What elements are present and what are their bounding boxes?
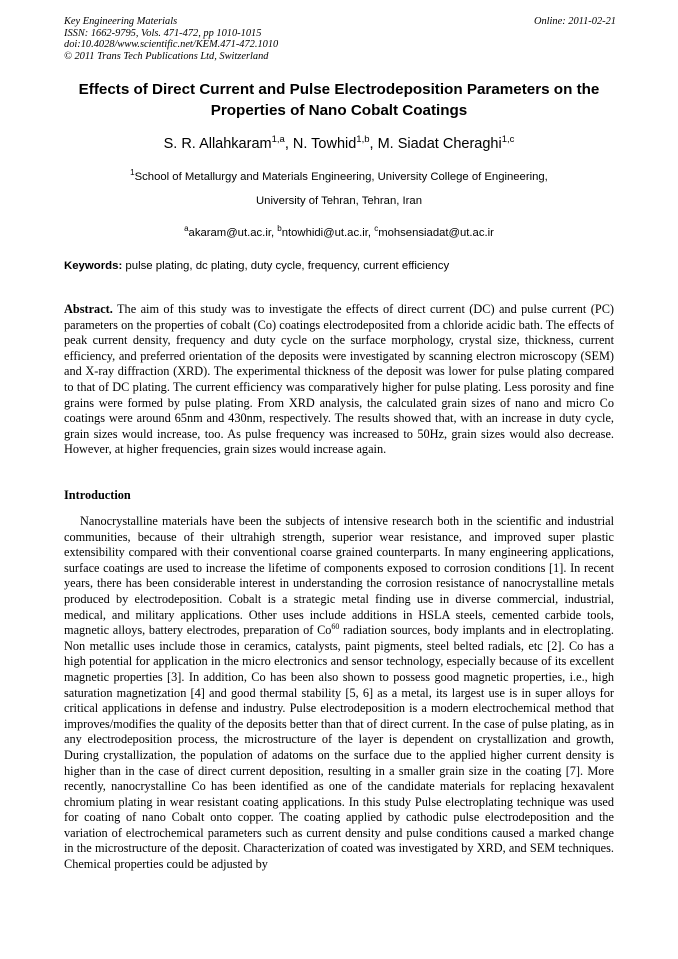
author-affil-mark: 1,a — [271, 134, 285, 145]
journal-name: Key Engineering Materials — [64, 16, 178, 27]
author-separator: , — [369, 135, 378, 152]
keywords — [64, 259, 624, 273]
isotope-superscript: 60 — [331, 622, 340, 632]
online-date: Online: 2011-02-21 — [533, 16, 616, 27]
abstract-label: Abstract. — [64, 302, 113, 316]
email-address: ntowhidi@ut.ac.ir, — [281, 226, 375, 239]
author-name: N. Towhid — [292, 135, 357, 152]
doi-line: doi:10.4028/www.scientific.net/KEM.471-472.1010 — [64, 39, 279, 50]
author-list — [40, 131, 638, 153]
affiliation-line-1 — [40, 166, 638, 184]
email-mark: c — [374, 224, 379, 233]
abstract-text: The aim of this study was to investigate the effects of direct current (DC) and pulse current (PC) parameters on the properties of cobalt (Co) coatings electrodeposited from a chloride acidic bath. The effects of peak current density, frequency and duty cycle on the surface morphology, crystal size, thickness, current efficiency, and preferred orientation of the deposits were investigated by scanning electron microscopy (SEM) and X-ray diffraction (XRD). The experimental thickness of the deposit was lower for pulse plating compared to that of DC plating. The current efficiency was comparatively higher for pulse plating. Less porosity and fine grains were formed by pulse plating. From XRD analysis, the calculated grain sizes of nano and micro Co coatings were around 65nm and 430nm, respectively. The results showed that, with an increase in duty cycle, grain sizes would increase, too. As pulse frequency was increased to 50Hz, grain sizes would also decrease. However, at higher frequencies, grain sizes would increase again. — [64, 302, 614, 457]
paper-title: Effects of Direct Current and Pulse Electrodeposition Parameters on the Properties of Nano Cobalt Coatings — [78, 81, 600, 119]
affiliation-text: School of Metallurgy and Materials Engineering, University College of Engineering, — [134, 170, 548, 183]
author-affil-mark: 1,b — [356, 134, 370, 145]
intro-text: radiation sources, body implants and in electroplating. Non metallic uses include those in ceramics, catalysts, paint pigments, steel belted radials, etc [2]. Co has a high potential for application in the micro electronics and sensor technology, especially because of its excellent magnetic properties [3]. In addition, Co has been also shown to possess good magnetic properties, i.e., high saturation magnetization [4] and good thermal stability [5, 6] as a metal, its largest use is in super alloys for critical applications in defense and industry. Pulse electrodeposition is a modern electrochemical method that improves/modifies the quality of the deposits better than that of direct current. In the case of pulse plating, as in any electrodeposition process, the microstructure of the layer is dependent on crystallization and growth, During crystallization, the population of adatoms on the surface due to the applied higher current density is higher than in the case of direct current deposition, resulting in a smaller grain size in the coating [7]. More recently, nanocrystalline Co has been identified as one of the candidate materials for replacing hexavalent chromium plating in wear resistant coating applications. In this study Pulse electroplating technique was used for coating of nano Cobalt onto copper. The coating applied by cathodic pulse electrodeposition and the variation of electrochemical parameters such as current density and pulse conditions caused a marked change in the microstructure of the deposit. Characterization of coated was investigated by XRD, and SEM techniques. Chemical properties could be adjusted by — [64, 623, 614, 872]
author-name: M. Siadat Cheraghi — [377, 135, 502, 152]
journal-header — [64, 16, 616, 62]
issn-line: ISSN: 1662-9795, Vols. 471-472, pp 1010-1015 — [64, 27, 262, 39]
author-name: S. R. Allahkaram — [163, 135, 272, 152]
author-affil-mark: 1,c — [501, 134, 515, 145]
keywords-text: pulse plating, dc plating, duty cycle, frequency, current efficiency — [122, 260, 450, 272]
section-heading: Introduction — [64, 488, 131, 502]
email-mark: a — [184, 224, 189, 233]
email-address: mohsensiadat@ut.ac.ir — [378, 226, 494, 239]
abstract — [64, 302, 614, 458]
email-mark: b — [277, 224, 282, 233]
affiliation-line-2: University of Tehran, Tehran, Iran — [256, 195, 422, 207]
keywords-label: Keywords: — [64, 260, 123, 272]
email-line — [40, 222, 638, 240]
author-separator: , — [284, 135, 293, 152]
copyright-line: © 2011 Trans Tech Publications Ltd, Switzerland — [64, 50, 269, 62]
email-address: akaram@ut.ac.ir, — [188, 226, 278, 239]
affiliation-mark: 1 — [130, 168, 135, 177]
intro-text: Nanocrystalline materials have been the subjects of intensive research both in the scientific and industrial communities, because of their ultrahigh strength, superior wear resistance, and improved super plastic extensibility compared with their conventional coarse grained counterparts. In many engineering applications, surface coatings are used to increase the lifetime of components exposed to corrosion conditions [1]. In recent years, there has been considerable interest in understanding the corrosion resistance of nanocrystalline metals produced by electrodeposition. Cobalt is a strategic metal finding use in diverse commercial, industrial, medical, and military applications. Other uses include additions in HSLA steels, cemented carbide tools, magnetic alloys, battery electrodes, preparation of Co — [64, 514, 614, 638]
introduction-body — [64, 514, 614, 873]
